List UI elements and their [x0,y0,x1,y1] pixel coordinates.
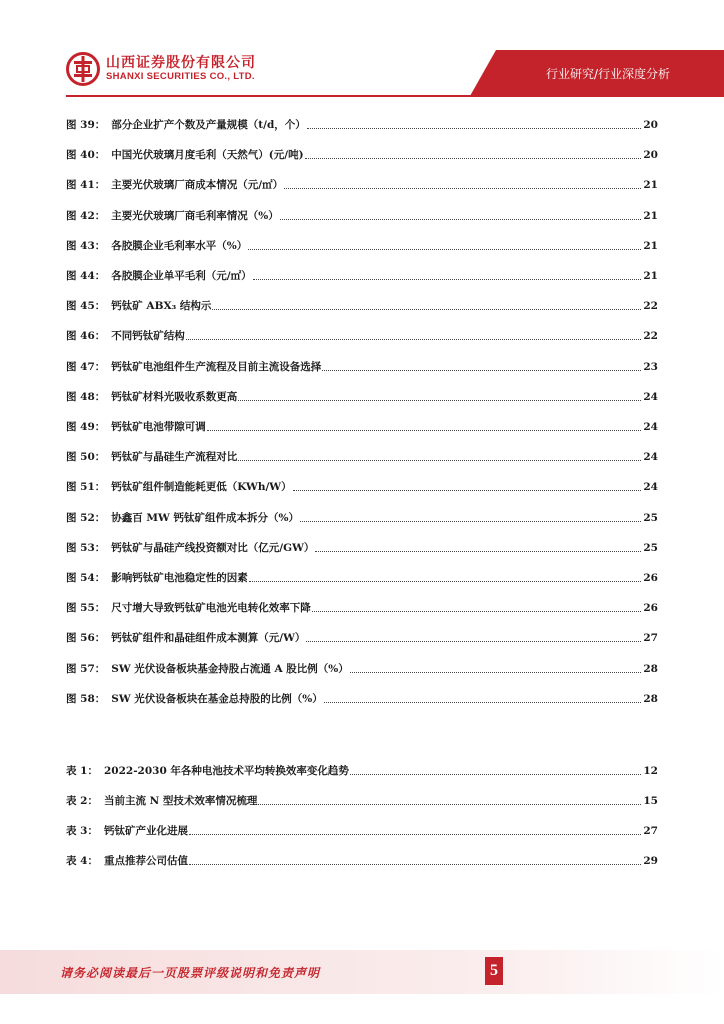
toc-leader-dots [212,308,641,310]
toc-entry-label: 图 54： [66,572,106,584]
toc-leader-dots [253,278,642,280]
toc-entry-page: 22 [643,300,658,313]
toc-entry-page: 24 [643,451,658,464]
toc-leader-dots [258,803,641,805]
company-name-en: SHANXI SECURITIES CO., LTD. [106,71,255,82]
toc-entry-label: 图 40： [66,149,106,162]
page-header [0,0,724,100]
toc-leader-dots [324,701,642,703]
toc-entry-label: 图 57： [66,662,106,675]
toc-leader-dots [350,773,641,775]
toc-entry[interactable] [66,444,658,464]
toc-entry[interactable] [66,505,658,525]
toc-entry-title: 钙钛矿组件和晶硅组件成本测算（元/W） [111,632,306,645]
toc-entry-label: 图 53： [66,541,106,554]
toc-leader-dots [189,863,641,865]
toc-entry[interactable] [66,112,658,132]
company-name-cn: 山西证券股份有限公司 [106,55,256,71]
toc-entry-page: 27 [643,632,658,645]
toc-entry-label: 图 39： [66,119,106,131]
toc-entry-title: 当前主流 N 型技术效率情况梳理 [103,795,258,807]
toc-entry[interactable] [66,474,658,494]
toc-entry-page: 21 [643,179,658,192]
toc-entry[interactable] [66,788,658,808]
toc-entry-label: 图 42： [66,209,106,222]
toc-entry-label: 图 52： [66,511,106,524]
toc-entry[interactable] [66,233,658,253]
toc-entry-page: 23 [643,360,658,373]
toc-leader-dots [305,157,642,159]
toc-entry[interactable] [66,656,658,676]
toc-entry[interactable] [66,384,658,404]
toc-leader-dots [280,218,642,220]
toc-entry-label: 图 50： [66,451,106,464]
toc-leader-dots [207,429,642,431]
toc-leader-dots [186,338,642,340]
toc-entry[interactable] [66,625,658,645]
toc-leader-dots [248,248,641,250]
toc-entry-title: 主要光伏玻璃厂商成本情况（元/㎡） [111,179,284,192]
toc-entry-page: 25 [643,541,658,554]
toc-leader-dots [306,640,641,642]
toc-entry[interactable] [66,323,658,343]
toc-entry-page: 21 [643,239,658,252]
toc-entry-title: 钙钛矿电池组件生产流程及目前主流设备选择 [111,360,322,373]
toc-entry[interactable] [66,142,658,162]
toc-entry-title: 尺寸增大导致钙钛矿电池光电转化效率下降 [111,602,311,615]
toc-leader-dots [189,833,641,835]
toc-entry[interactable] [66,565,658,585]
toc-entry[interactable] [66,172,658,192]
toc-entry-page: 27 [643,825,658,837]
toc-entry-title: 影响钙钛矿电池稳定性的因素 [111,572,248,584]
toc-entry-title: 钙钛矿电池带隙可调 [111,421,206,433]
toc-leader-dots [293,489,642,491]
toc-leader-dots [307,127,642,129]
toc-leader-dots [238,459,641,461]
toc-entry-title: 2022-2030 年各种电池技术平均转换效率变化趋势 [103,765,349,777]
toc-entry-page: 28 [643,662,658,675]
toc-entry-title: 部分企业扩产个数及产量规模（t/d，个） [111,119,306,131]
toc-entry-page: 20 [643,149,658,162]
toc-entry-page: 24 [643,421,658,433]
toc-leader-dots [300,520,641,522]
toc-leader-dots [350,671,642,673]
toc-entry-page: 24 [643,481,658,494]
toc-entry-label: 图 48： [66,390,106,403]
toc-entry-page: 26 [643,602,658,615]
toc-leader-dots [312,610,642,612]
toc-entry[interactable] [66,354,658,374]
toc-entry-title: 各胶膜企业毛利率水平（%） [111,239,248,252]
toc-entry[interactable] [66,686,658,706]
toc-entry-page: 21 [643,209,658,222]
toc-entry-title: 不同钙钛矿结构 [111,330,185,343]
report-section-title: 行业研究/行业深度分析 [545,67,670,81]
toc-entry-title: 各胶膜企业单平毛利（元/㎡） [111,270,252,282]
toc-entry-page: 29 [643,855,658,867]
toc-entry-label: 表 3： [66,825,98,837]
toc-entry-label: 图 43： [66,239,106,252]
toc-entry[interactable] [66,263,658,283]
toc-entry[interactable] [66,818,658,838]
toc-entry[interactable] [66,758,658,778]
toc-entry-title: 钙钛矿组件制造能耗更低（KWh/W） [111,481,292,494]
toc-leader-dots [322,369,641,371]
toc-entry-title: 钙钛矿产业化进展 [103,825,188,837]
toc-entry-page: 21 [643,270,658,282]
shanxi-securities-logo-icon [66,52,100,86]
toc-entry-page: 26 [643,572,658,584]
toc-entry-page: 28 [643,692,658,705]
toc-entry-label: 图 55： [66,602,106,615]
toc-entry-page: 25 [643,511,658,524]
toc-entry-label: 表 1： [66,765,98,777]
toc-entry-title: SW 光伏设备板块基金持股占流通 A 股比例（%） [111,662,349,675]
toc-leader-dots [238,399,641,401]
toc-leader-dots [315,550,641,552]
toc-entry-label: 图 45： [66,300,106,313]
toc-leader-dots [284,187,641,189]
toc-entry-label: 图 56： [66,632,106,645]
toc-entry[interactable] [66,595,658,615]
toc-entry-page: 20 [643,119,658,131]
toc-entry[interactable] [66,203,658,223]
toc-entry[interactable] [66,535,658,555]
toc-entry-label: 表 4： [66,855,98,867]
toc-entry-title: SW 光伏设备板块在基金总持股的比例（%） [111,692,323,705]
toc-entry-title: 钙钛矿与晶硅产线投资额对比（亿元/GW） [111,541,315,554]
toc-entry-label: 图 46： [66,330,106,343]
toc-entry[interactable] [66,848,658,868]
toc-entry-title: 钙钛矿与晶硅生产流程对比 [111,451,238,464]
page-number: 5 [485,957,503,985]
toc-entry-title: 钙钛矿材料光吸收系数更高 [111,390,238,403]
toc-entry-label: 表 2： [66,795,98,807]
toc-entry-page: 22 [643,330,658,343]
toc-entry[interactable] [66,414,658,434]
toc-entry-label: 图 49： [66,421,106,433]
toc-entry-title: 钙钛矿 ABX₃ 结构示 [111,300,212,313]
toc-entry-page: 15 [643,795,658,807]
toc-entry-title: 主要光伏玻璃厂商毛利率情况（%） [111,209,279,222]
toc-entry-title: 中国光伏玻璃月度毛利（天然气）(元/吨) [111,149,304,162]
toc-leader-dots [249,580,642,582]
toc-entry-title: 协鑫百 MW 钙钛矿组件成本拆分（%） [111,511,299,524]
toc-entry-label: 图 44： [66,270,106,282]
footer-disclaimer: 请务必阅读最后一页股票评级说明和免责声明 [60,966,321,980]
toc-entry-page: 12 [643,765,658,777]
toc-entry-title: 重点推荐公司估值 [103,855,188,867]
header-divider [66,95,724,97]
toc-entry-label: 图 51： [66,481,106,494]
toc-entry-page: 24 [643,390,658,403]
toc-entry-label: 图 58： [66,692,106,705]
toc-entry-label: 图 47： [66,360,106,373]
toc-entry-label: 图 41： [66,179,106,192]
toc-entry[interactable] [66,293,658,313]
